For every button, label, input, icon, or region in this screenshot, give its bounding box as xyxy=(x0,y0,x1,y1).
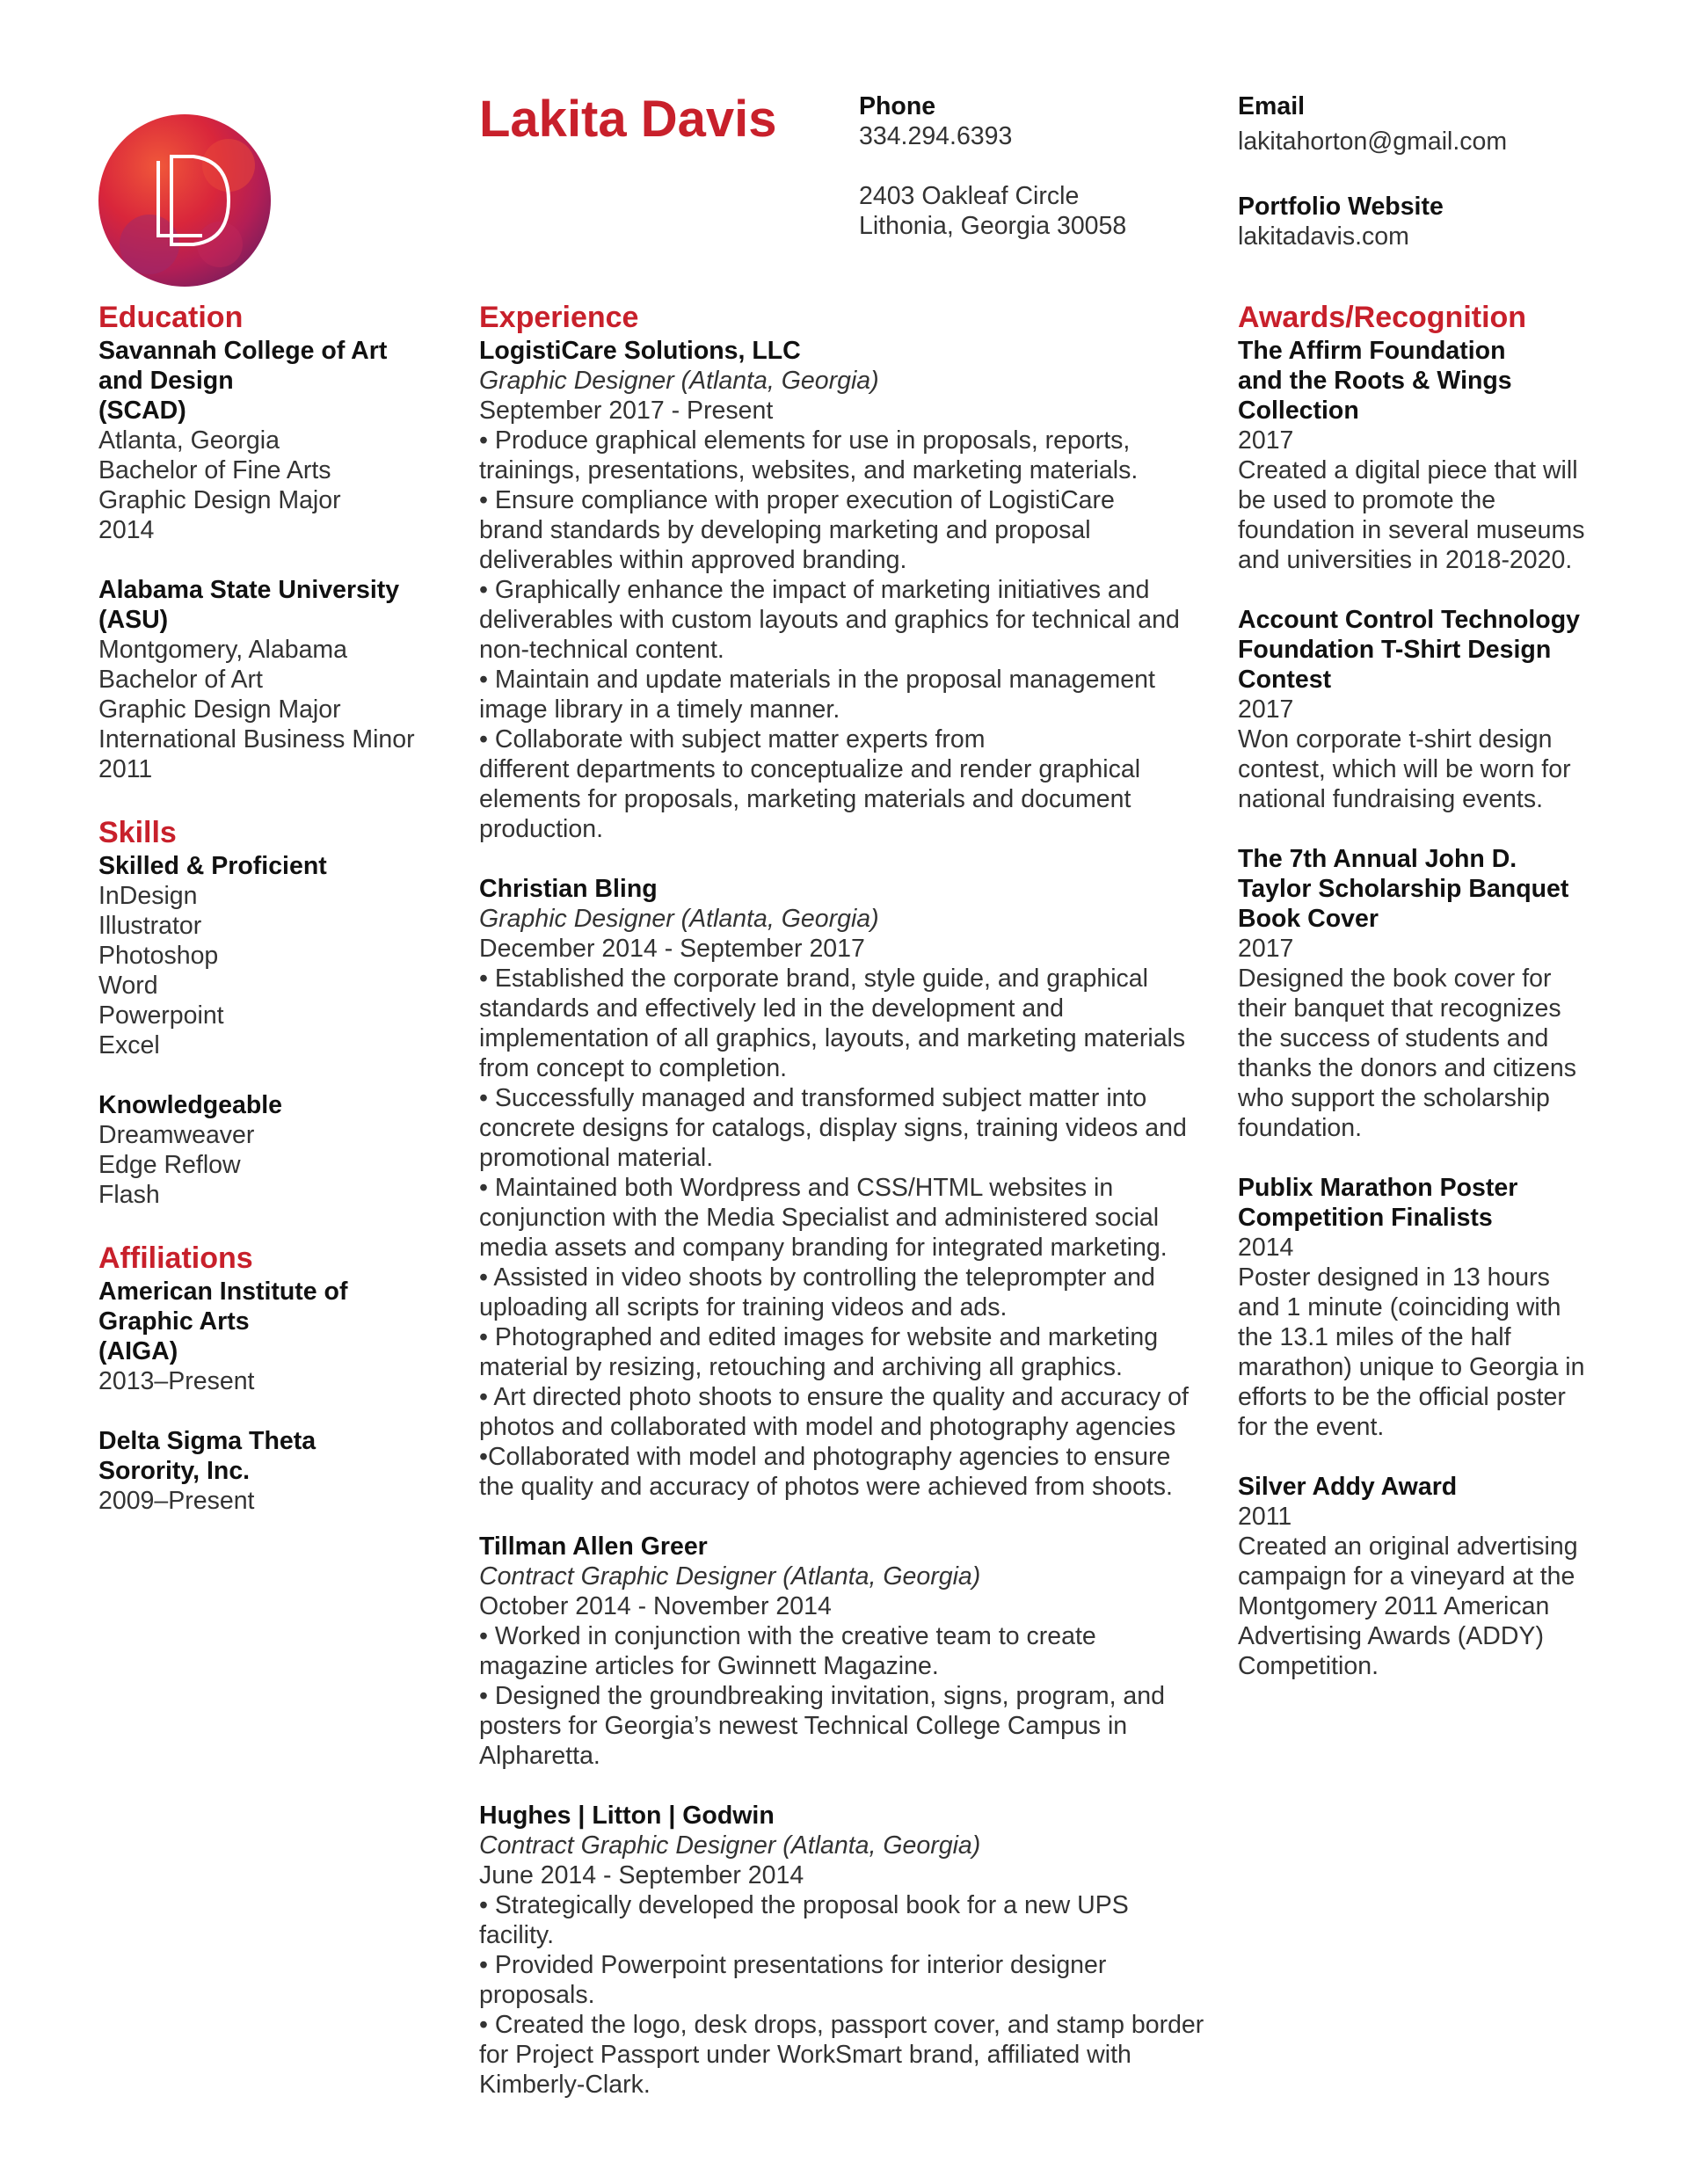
skill-group-title: Skilled & Proficient xyxy=(98,852,327,880)
entry-detail: Created an original advertising xyxy=(1238,1532,1578,1561)
entry-title: Publix Marathon Poster xyxy=(1238,1174,1518,1202)
awards-heading: Awards/Recognition xyxy=(1238,301,1527,334)
job-bullet-line: different departments to conceptualize and render graphical xyxy=(479,755,1141,783)
award-item xyxy=(1238,1173,1607,1442)
entry-detail: their banquet that recognizes xyxy=(1238,994,1561,1023)
job-company: LogistiCare Solutions, LLC xyxy=(479,337,801,365)
job-bullet-line: photos and collaborated with model and photography agencies xyxy=(479,1413,1176,1441)
skillgroup-item xyxy=(98,851,450,1060)
entry-detail: be used to promote the xyxy=(1238,486,1496,514)
job-bullet-line: • Designed the groundbreaking invitation, signs, program, and xyxy=(479,1682,1165,1710)
candidate-name: Lakita Davis xyxy=(479,91,777,148)
job-bullet-line: deliverables with custom layouts and graphics for technical and xyxy=(479,606,1180,634)
job-bullet-line: the quality and accuracy of photos were achieved from shoots. xyxy=(479,1473,1173,1501)
job-bullet-line: • Produce graphical elements for use in proposals, reports, xyxy=(479,426,1131,455)
skill-item: InDesign xyxy=(98,882,198,910)
entry-detail: for the event. xyxy=(1238,1413,1385,1441)
job-bullet-line: magazine articles for Gwinnett Magazine. xyxy=(479,1652,939,1680)
entry-detail: Designed the book cover for xyxy=(1238,965,1552,993)
job-bullet-line: • Worked in conjunction with the creative team to create xyxy=(479,1622,1096,1650)
job-bullet-line: • Art directed photo shoots to ensure the quality and accuracy of xyxy=(479,1383,1189,1411)
job-role: Contract Graphic Designer (Atlanta, Georgia) xyxy=(479,1562,981,1591)
experience-section xyxy=(479,299,1226,2100)
skillgroup-item xyxy=(98,1090,450,1210)
job-bullet-line: from concept to completion. xyxy=(479,1054,788,1082)
job-bullet-line: brand standards by developing marketing and proposal xyxy=(479,516,1091,544)
entry-title: Alabama State University xyxy=(98,576,400,604)
entry-detail: national fundraising events. xyxy=(1238,785,1543,813)
job-bullet-line: media assets and company branding for integrated marketing. xyxy=(479,1234,1168,1262)
entry-title: Graphic Arts xyxy=(98,1307,250,1336)
skills-section xyxy=(98,814,450,1210)
entry-detail: Poster designed in 13 hours xyxy=(1238,1263,1550,1292)
job-bullet-line: • Graphically enhance the impact of marketing initiatives and xyxy=(479,576,1150,604)
entry-title: Taylor Scholarship Banquet xyxy=(1238,875,1569,903)
job-item xyxy=(479,1801,1226,2100)
job-bullet-line: • Photographed and edited images for website and marketing xyxy=(479,1323,1159,1351)
job-bullet-line: material by resizing, retouching and archiving all graphics. xyxy=(479,1353,1123,1381)
skill-item: Dreamweaver xyxy=(98,1121,255,1149)
skill-group-title: Knowledgeable xyxy=(98,1091,283,1119)
entry-detail: Bachelor of Art xyxy=(98,666,263,694)
entry-item xyxy=(98,1277,450,1396)
portfolio-value: lakitadavis.com xyxy=(1238,222,1409,251)
entry-title: Delta Sigma Theta xyxy=(98,1427,316,1455)
address-line-1: 2403 Oakleaf Circle xyxy=(859,182,1080,210)
affiliations-section xyxy=(98,1240,450,1516)
job-dates: June 2014 - September 2014 xyxy=(479,1861,804,1889)
skills-list xyxy=(98,851,450,1210)
entry-title: Savannah College of Art xyxy=(98,337,388,365)
award-year: 2014 xyxy=(1238,1234,1294,1262)
job-item xyxy=(479,1532,1226,1771)
job-bullet-line: concrete designs for catalogs, display signs, training videos and xyxy=(479,1114,1187,1142)
job-role: Contract Graphic Designer (Atlanta, Georgia) xyxy=(479,1831,981,1860)
education-list xyxy=(98,336,450,784)
portfolio-label: Portfolio Website xyxy=(1238,193,1444,221)
email-label: Email xyxy=(1238,92,1306,120)
awards-list xyxy=(1238,336,1607,1681)
job-bullet-line: • Strategically developed the proposal book for a new UPS xyxy=(479,1891,1129,1919)
entry-title: Sorority, Inc. xyxy=(98,1457,251,1485)
job-bullet-line: • Assisted in video shoots by controlling the teleprompter and xyxy=(479,1263,1155,1292)
job-bullet-line: image library in a timely manner. xyxy=(479,695,840,724)
entry-detail: marathon) unique to Georgia in xyxy=(1238,1353,1585,1381)
job-dates: September 2017 - Present xyxy=(479,397,774,425)
entry-detail: foundation. xyxy=(1238,1114,1363,1142)
job-dates: October 2014 - November 2014 xyxy=(479,1592,832,1620)
entry-detail: the 13.1 miles of the half xyxy=(1238,1323,1511,1351)
job-bullet-line: • Created the logo, desk drops, passport cover, and stamp border xyxy=(479,2011,1204,2039)
job-bullet-line: facility. xyxy=(479,1921,554,1949)
job-company: Christian Bling xyxy=(479,875,658,903)
education-heading: Education xyxy=(98,301,244,334)
skill-item: Powerpoint xyxy=(98,1001,224,1030)
skills-heading: Skills xyxy=(98,816,177,849)
award-item xyxy=(1238,605,1607,814)
entry-title: Book Cover xyxy=(1238,905,1379,933)
experience-list xyxy=(479,336,1226,2100)
job-bullet-line: production. xyxy=(479,815,604,843)
job-role: Graphic Designer (Atlanta, Georgia) xyxy=(479,905,879,933)
job-bullet-line: • Maintain and update materials in the proposal management xyxy=(479,666,1155,694)
job-bullet-line: • Maintained both Wordpress and CSS/HTML websites in xyxy=(479,1174,1114,1202)
entry-detail: efforts to be the official poster xyxy=(1238,1383,1566,1411)
job-bullet-line: conjunction with the Media Specialist and administered social xyxy=(479,1204,1160,1232)
job-company: Tillman Allen Greer xyxy=(479,1532,708,1561)
entry-detail: who support the scholarship xyxy=(1238,1084,1550,1112)
job-bullet-line: • Successfully managed and transformed subject matter into xyxy=(479,1084,1147,1112)
job-bullet-line: •Collaborated with model and photography agencies to ensure xyxy=(479,1443,1171,1471)
skill-item: Word xyxy=(98,972,158,1000)
job-bullet-line: posters for Georgia’s newest Technical College Campus in xyxy=(479,1712,1128,1740)
job-bullet-line: standards and effectively led in the development and xyxy=(479,994,1064,1023)
award-year: 2011 xyxy=(1238,1503,1292,1531)
entry-detail: Graphic Design Major xyxy=(98,486,341,514)
job-bullet-line: • Established the corporate brand, style guide, and graphical xyxy=(479,965,1148,993)
entry-item xyxy=(98,575,450,784)
phone-label: Phone xyxy=(859,92,936,120)
skill-item: Illustrator xyxy=(98,912,202,940)
entry-detail: Atlanta, Georgia xyxy=(98,426,280,455)
contact-email-portfolio xyxy=(1238,91,1607,251)
job-item xyxy=(479,336,1226,844)
entry-detail: International Business Minor xyxy=(98,725,415,753)
job-bullet-line: non-technical content. xyxy=(479,636,724,664)
award-item xyxy=(1238,844,1607,1143)
affiliations-list xyxy=(98,1277,450,1516)
affiliations-heading: Affiliations xyxy=(98,1241,253,1275)
contact-phone-address xyxy=(859,91,1211,241)
skill-item: Flash xyxy=(98,1181,160,1209)
award-year: 2017 xyxy=(1238,695,1294,724)
entry-title: (ASU) xyxy=(98,606,169,634)
entry-title: Account Control Technology xyxy=(1238,606,1580,634)
entry-detail: Bachelor of Fine Arts xyxy=(98,456,331,484)
logo-monogram-icon xyxy=(97,113,273,288)
job-bullet-line: Alpharetta. xyxy=(479,1742,600,1770)
entry-title: American Institute of xyxy=(98,1278,348,1306)
experience-heading: Experience xyxy=(479,301,639,334)
entry-title: The Affirm Foundation xyxy=(1238,337,1506,365)
entry-title: and Design xyxy=(98,367,234,395)
phone-value: 334.294.6393 xyxy=(859,122,1013,150)
address-line-2: Lithonia, Georgia 30058 xyxy=(859,212,1127,240)
job-bullet-line: promotional material. xyxy=(479,1144,714,1172)
awards-section xyxy=(1238,299,1607,1681)
entry-title: Foundation T-Shirt Design xyxy=(1238,636,1552,664)
award-item xyxy=(1238,336,1607,575)
job-item xyxy=(479,874,1226,1502)
entry-detail: 2009–Present xyxy=(98,1487,255,1515)
entry-item xyxy=(98,336,450,545)
email-value: lakitahorton@gmail.com xyxy=(1238,127,1508,156)
entry-detail: Montgomery, Alabama xyxy=(98,636,348,664)
job-company: Hughes | Litton | Godwin xyxy=(479,1802,775,1830)
skill-item: Photoshop xyxy=(98,942,219,970)
job-dates: December 2014 - September 2017 xyxy=(479,935,865,963)
right-column xyxy=(1238,299,1607,1711)
job-bullet-line: trainings, presentations, websites, and marketing materials. xyxy=(479,456,1139,484)
job-bullet-line: implementation of all graphics, layouts, and marketing materials xyxy=(479,1024,1186,1052)
entry-detail: Competition. xyxy=(1238,1652,1379,1680)
entry-title: Competition Finalists xyxy=(1238,1204,1493,1232)
job-bullet-line: • Ensure compliance with proper execution of LogistiCare xyxy=(479,486,1115,514)
entry-detail: 2013–Present xyxy=(98,1367,255,1395)
entry-detail: Created a digital piece that will xyxy=(1238,456,1578,484)
entry-detail: and universities in 2018-2020. xyxy=(1238,546,1573,574)
entry-item xyxy=(98,1426,450,1516)
logo xyxy=(97,113,273,288)
entry-detail: Advertising Awards (ADDY) xyxy=(1238,1622,1544,1650)
entry-title: and the Roots & Wings xyxy=(1238,367,1512,395)
skill-item: Excel xyxy=(98,1031,160,1059)
entry-title: Silver Addy Award xyxy=(1238,1473,1458,1501)
left-column xyxy=(98,299,450,1546)
award-item xyxy=(1238,1472,1607,1681)
job-bullet-line: Kimberly-Clark. xyxy=(479,2071,651,2099)
entry-detail: Graphic Design Major xyxy=(98,695,341,724)
job-bullet-line: for Project Passport under WorkSmart brand, affiliated with xyxy=(479,2041,1131,2069)
entry-detail: campaign for a vineyard at the xyxy=(1238,1562,1575,1591)
entry-title: The 7th Annual John D. xyxy=(1238,845,1517,873)
entry-detail: and 1 minute (coinciding with xyxy=(1238,1293,1561,1321)
entry-detail: thanks the donors and citizens xyxy=(1238,1054,1576,1082)
entry-detail: contest, which will be worn for xyxy=(1238,755,1571,783)
job-bullet-line: • Collaborate with subject matter experts from xyxy=(479,725,986,753)
entry-detail: 2011 xyxy=(98,755,153,783)
award-year: 2017 xyxy=(1238,935,1294,963)
job-bullet-line: • Provided Powerpoint presentations for interior designer xyxy=(479,1951,1107,1979)
entry-title: Collection xyxy=(1238,397,1359,425)
skill-item: Edge Reflow xyxy=(98,1151,241,1179)
entry-title: Contest xyxy=(1238,666,1332,694)
entry-detail: 2014 xyxy=(98,516,155,544)
middle-column xyxy=(479,299,1226,2129)
award-year: 2017 xyxy=(1238,426,1294,455)
job-bullet-line: elements for proposals, marketing materials and document xyxy=(479,785,1131,813)
entry-detail: Won corporate t-shirt design xyxy=(1238,725,1553,753)
job-bullet-line: proposals. xyxy=(479,1981,595,2009)
entry-detail: Montgomery 2011 American xyxy=(1238,1592,1550,1620)
entry-title: (SCAD) xyxy=(98,397,186,425)
entry-detail: the success of students and xyxy=(1238,1024,1549,1052)
education-section xyxy=(98,299,450,784)
job-role: Graphic Designer (Atlanta, Georgia) xyxy=(479,367,879,395)
entry-detail: foundation in several museums xyxy=(1238,516,1585,544)
job-bullet-line: deliverables within approved branding. xyxy=(479,546,907,574)
job-bullet-line: uploading all scripts for training videos and ads. xyxy=(479,1293,1008,1321)
entry-title: (AIGA) xyxy=(98,1337,178,1365)
